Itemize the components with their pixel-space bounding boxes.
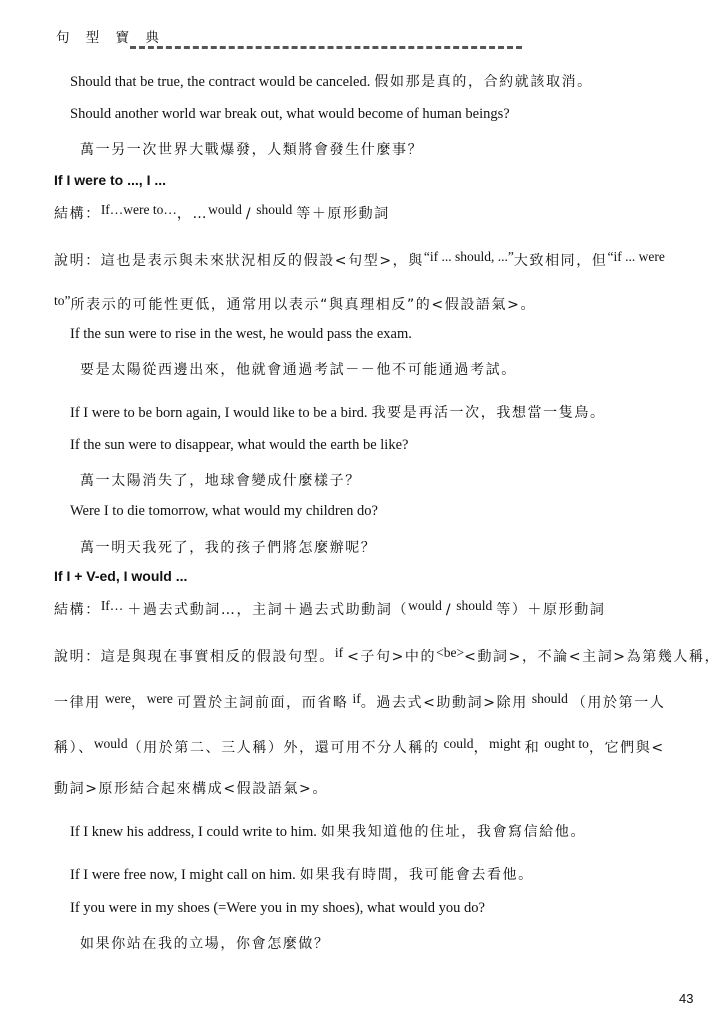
- example-line: [70, 405, 606, 421]
- example-english: Should another world war break out, what would become of human beings?: [70, 106, 510, 122]
- explanation-text: （用於第一人: [571, 695, 666, 711]
- explanation-text: to”: [54, 293, 71, 308]
- example-english: If I were free now, I might call on him.: [70, 867, 296, 883]
- explanation-text: 。過去式<助動詞>除用: [360, 695, 528, 711]
- structure-text: 等）＋原形動詞: [496, 602, 606, 618]
- explanation-text: if: [352, 691, 361, 706]
- structure-label: 結構：: [54, 206, 101, 222]
- explanation-text: 說明：這也是表示與未來狀況相反的假設<句型>，與: [54, 253, 424, 269]
- header-rule: [130, 46, 522, 49]
- explanation-text: ，: [131, 695, 147, 711]
- explanation-text: 一律用: [54, 695, 101, 711]
- explanation-text: 大致相同，但: [513, 253, 608, 269]
- explanation-text: <be>: [436, 645, 465, 660]
- explanation-text: <動詞>，不論<主詞>為第幾人稱，: [464, 649, 721, 665]
- explanation-text: should: [531, 691, 568, 706]
- page-number: 43: [679, 991, 694, 1006]
- explanation-line: [54, 691, 666, 711]
- example-chinese: 萬一明天我死了，我的孩子們將怎麼辦呢？: [80, 540, 377, 556]
- explanation-text: （用於第二、三人稱）外，還可用不分人稱的: [127, 740, 440, 756]
- example-line: [70, 74, 593, 90]
- explanation-text: ought to: [544, 736, 589, 751]
- structure-text: would: [208, 202, 242, 217]
- structure-text: If…: [100, 598, 124, 613]
- explanation-line: [54, 249, 665, 269]
- structure-line: [54, 598, 606, 618]
- example-english: If you were in my shoes (=Were you in my shoes), what would you do?: [70, 900, 485, 916]
- example-chinese: 如果你站在我的立場，你會怎麼做？: [80, 936, 330, 952]
- example-english: Should that be true, the contract would be canceled.: [70, 74, 371, 90]
- explanation-text: were: [104, 691, 132, 706]
- example-chinese: 萬一另一次世界大戰爆發，人類將會發生什麼事？: [80, 142, 424, 158]
- explanation-text: could: [443, 736, 474, 751]
- explanation-text: ，它們與<: [588, 740, 665, 756]
- structure-text: should: [456, 598, 493, 613]
- structure-text: If…were to…: [100, 202, 177, 217]
- explanation-text: 所表示的可能性更低，通常用以表示“與真理相反”的<假設語氣>。: [70, 297, 537, 313]
- structure-text: 等＋原形動詞: [296, 206, 390, 222]
- example-english: If I knew his address, I could write to him.: [70, 824, 317, 840]
- example-english: If the sun were to disappear, what would the earth be like?: [70, 437, 409, 453]
- explanation-line: 動詞>原形結合起來構成<假設語氣>。: [54, 781, 328, 797]
- structure-text: should: [256, 202, 293, 217]
- section-heading: If I + V-ed, I would ...: [54, 568, 188, 584]
- example-english: Were I to die tomorrow, what would my children do?: [70, 503, 378, 519]
- header-title: 句 型 寶 典: [56, 30, 165, 46]
- explanation-text: 和: [524, 740, 541, 756]
- explanation-text: <子句>中的: [347, 649, 437, 665]
- structure-text: /: [245, 206, 253, 222]
- example-chinese: 要是太陽從西邊出來，他就會通過考試－－他不可能通過考試。: [80, 362, 517, 378]
- explanation-line: [54, 293, 537, 313]
- example-chinese: 如果我有時間，我可能會去看他。: [299, 867, 534, 883]
- example-chinese: 假如那是真的，合約就該取消。: [374, 74, 593, 90]
- structure-text: ＋過去式動詞…，主詞＋過去式助動詞（: [127, 602, 409, 618]
- example-english: If the sun were to rise in the west, he would pass the exam.: [70, 326, 412, 342]
- explanation-text: would: [93, 736, 128, 751]
- structure-text: would: [408, 598, 442, 613]
- explanation-text: might: [489, 736, 521, 751]
- explanation-text: ，: [473, 740, 490, 756]
- explanation-text: “if ... should, ...”: [423, 249, 514, 264]
- explanation-text: 說明：這是與現在事實相反的假設句型。: [54, 649, 335, 665]
- example-line: [70, 824, 586, 840]
- explanation-text: 可置於主詞前面，而省略: [176, 695, 349, 711]
- example-chinese: 萬一太陽消失了，地球會變成什麼樣子？: [80, 473, 361, 489]
- structure-label: 結構：: [54, 602, 101, 618]
- explanation-line: [54, 645, 721, 665]
- example-english: If I were to be born again, I would like to be a bird.: [70, 405, 368, 421]
- example-line: [70, 867, 534, 883]
- explanation-text: 稱）、: [54, 740, 94, 756]
- explanation-text: were: [146, 691, 173, 706]
- example-chinese: 如果我知道他的住址，我會寫信給他。: [320, 824, 587, 840]
- structure-text: ，…: [176, 206, 209, 222]
- explanation-line: [54, 736, 665, 756]
- explanation-text: “if ... were: [607, 249, 665, 264]
- structure-text: /: [445, 602, 453, 618]
- section-heading: If I were to ..., I ...: [54, 172, 167, 188]
- structure-line: [54, 202, 390, 222]
- example-chinese: 我要是再活一次，我想當一隻鳥。: [371, 405, 606, 421]
- explanation-text: if: [334, 645, 344, 660]
